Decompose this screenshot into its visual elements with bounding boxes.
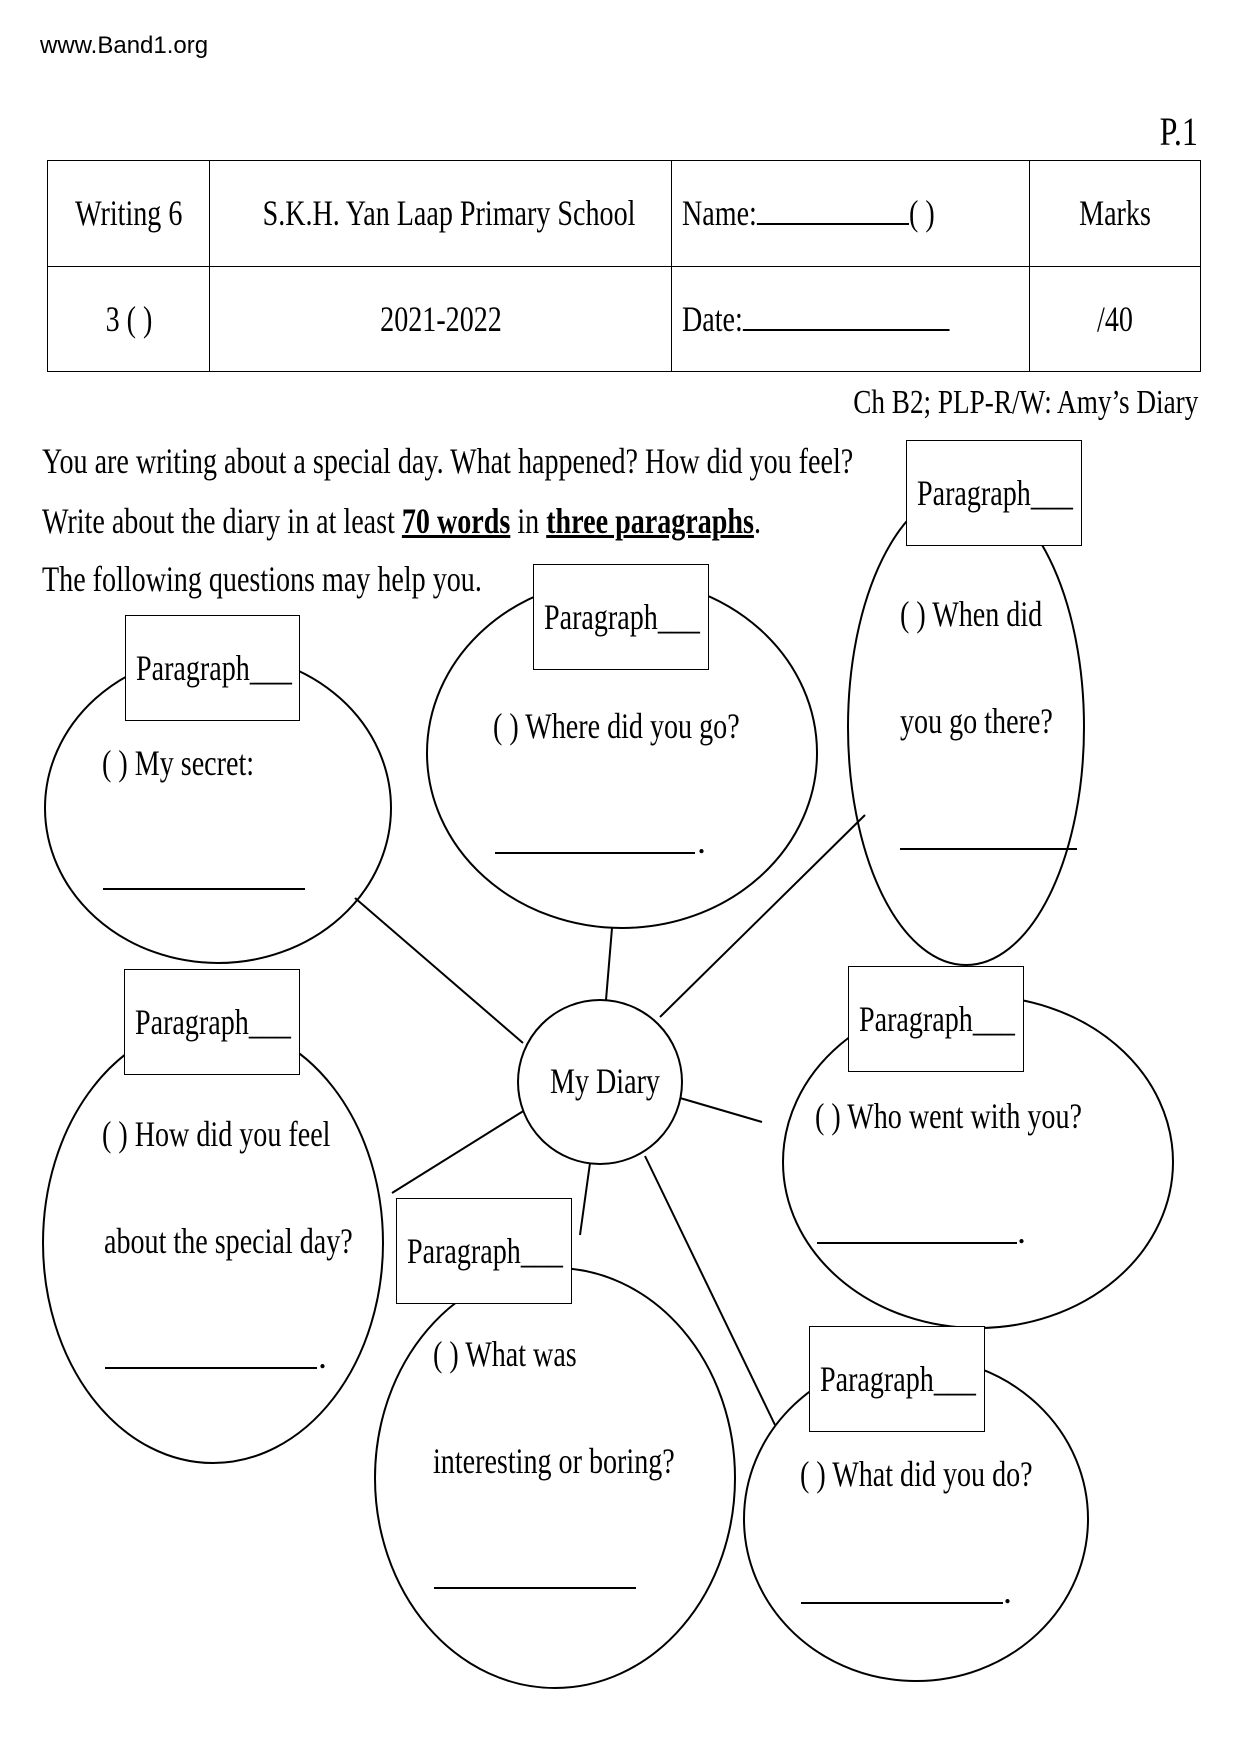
instruction-line-3: The following questions may help you. [42,559,482,599]
where-period: . [697,821,706,861]
question-secret: ( ) My secret: [102,743,255,783]
name-field[interactable]: Name: ( ) [672,161,1030,267]
site-url[interactable]: www.Band1.org [40,32,209,59]
writing-title: Writing 6 [48,161,210,267]
center-label: My Diary [550,1061,660,1101]
connector-secret [355,898,523,1043]
question-where: ( ) Where did you go? [493,706,740,746]
answer-line-secret[interactable] [103,888,305,890]
answer-line-feel[interactable] [105,1367,317,1369]
question-do: ( ) What did you do? [800,1454,1033,1494]
answer-line-interesting[interactable] [434,1587,636,1589]
paragraph-box-who[interactable]: Paragraph___ [848,966,1024,1072]
who-period: . [1017,1211,1026,1251]
school-year: 2021-2022 [210,266,672,372]
paragraph-box-do[interactable]: Paragraph___ [809,1326,985,1432]
answer-line-where[interactable] [495,852,695,854]
answer-line-do[interactable] [801,1602,1003,1604]
paragraph-box-secret[interactable]: Paragraph___ [125,615,300,721]
do-period: . [1003,1571,1012,1611]
question-interesting-2: interesting or boring? [433,1441,675,1481]
answer-line-when[interactable] [900,848,1077,850]
question-feel-2: about the special day? [104,1221,353,1261]
feel-period: . [318,1336,327,1376]
answer-line-who[interactable] [817,1242,1017,1244]
question-when-1: ( ) When did [900,594,1043,634]
date-field[interactable]: Date: [672,266,1030,372]
paragraph-box-interesting[interactable]: Paragraph___ [396,1198,572,1304]
marks-total: /40 [1030,266,1201,372]
class-field[interactable]: 3 ( ) [48,266,210,372]
connector-do [645,1156,775,1425]
instruction-line-2: Write about the diary in at least 70 words in three paragraphs. [42,501,761,541]
question-when-2: you go there? [900,701,1053,741]
paragraph-box-where[interactable]: Paragraph___ [533,564,709,670]
word-count: 70 words [401,501,511,541]
connector-who [680,1098,762,1122]
page-number: P.1 [1159,109,1198,154]
connector-feel [392,1110,525,1193]
question-who: ( ) Who went with you? [815,1096,1082,1136]
paragraph-box-when[interactable]: Paragraph___ [906,440,1082,546]
connector-where [606,928,612,1000]
marks-label: Marks [1030,161,1201,267]
instruction-line-1: You are writing about a special day. What happened? How did you feel? [42,441,854,481]
connector-interesting [580,1163,590,1235]
question-feel-1: ( ) How did you feel [102,1114,331,1154]
reference-text: Ch B2; PLP-R/W: Amy’s Diary [852,384,1198,421]
paragraph-box-feel[interactable]: Paragraph___ [124,969,300,1075]
school-name: S.K.H. Yan Laap Primary School [210,161,672,267]
question-interesting-1: ( ) What was [433,1334,577,1374]
paragraph-count: three paragraphs [546,501,754,541]
